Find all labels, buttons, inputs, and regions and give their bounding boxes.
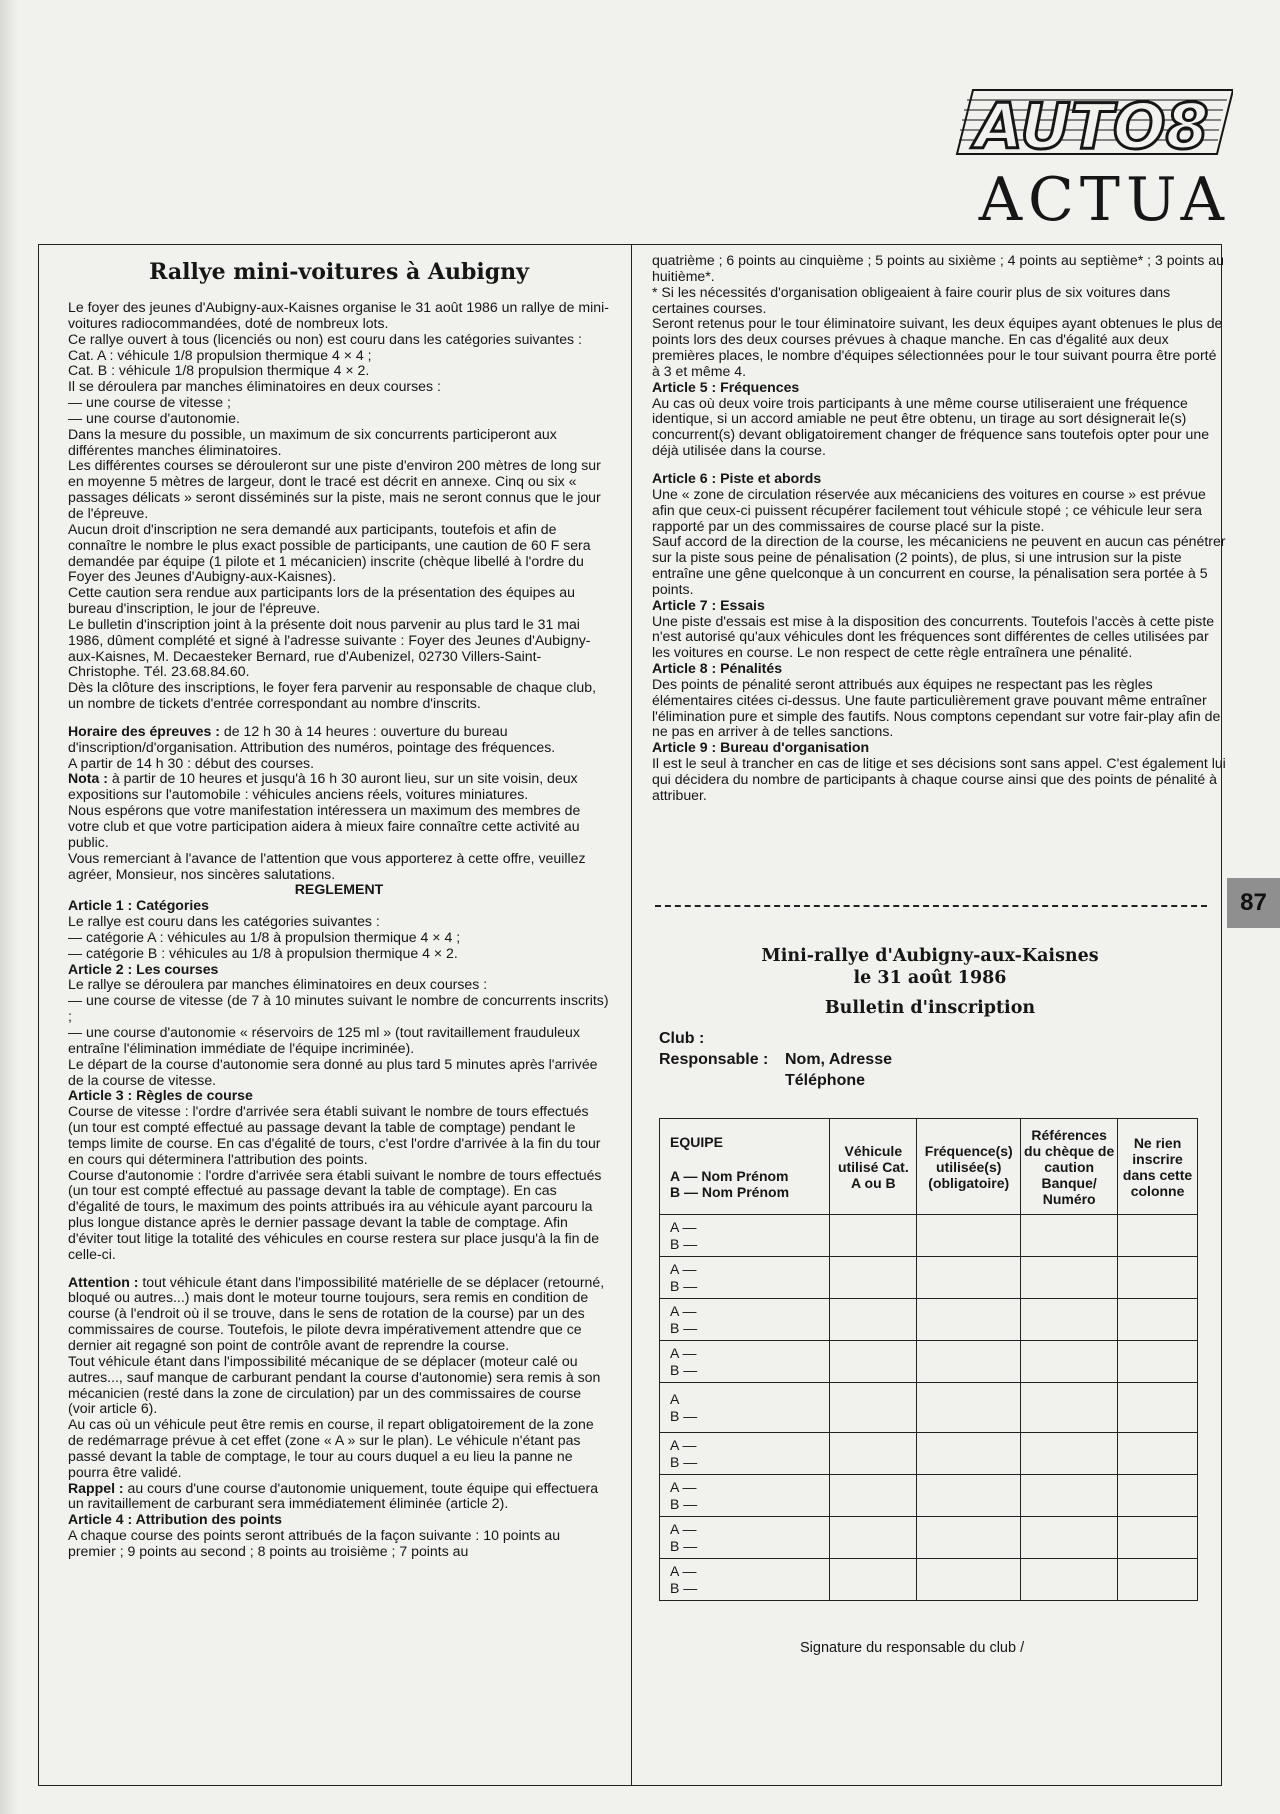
table-row — [660, 1341, 1198, 1383]
paragraph: Cat. B : véhicule 1/8 propulsion thermique 4 × 2. — [68, 362, 370, 379]
header-equipe — [660, 1119, 830, 1215]
header-equipe-b: B — Nom Prénom — [670, 1183, 790, 1200]
reserved-cell — [1118, 1257, 1198, 1299]
responsable-label: Responsable : — [659, 1051, 769, 1068]
paragraph: Tout véhicule étant dans l'impossibilité mécanique de se déplacer (moteur calé ou autres..., sauf manque de carburant pendant la course d'autonomie) sera remis à son mécanicien (resté dans la zone de circulation) par un des commissaires de course (voir article 6). — [68, 1352, 601, 1417]
paragraph: Aucun droit d'inscription ne sera demandé aux participants, toutefois et afin de connaître le nombre le plus exact possible de participants, une caution de 60 F sera demandée par équipe (1 pilote et 1 mécanicien) inscrite (chèque libellé à l'ordre du Foyer des Jeunes d'Aubigny-aux-Kaisnes). — [68, 520, 591, 585]
frequence-cell[interactable] — [917, 1475, 1021, 1517]
references-cell[interactable] — [1021, 1475, 1118, 1517]
pilot-b: B — — [670, 1319, 698, 1336]
club-label: Club : — [659, 1030, 705, 1047]
reserved-cell — [1118, 1341, 1198, 1383]
paragraph: Sauf accord de la direction de la course, les mécaniciens ne peuvent en aucun cas pénétrer sur la piste sous peine de pénalisation (2 points), de plus, si une intrusion sur la piste entraîne une gêne quelconque à un concurrent en course, la pénalisation sera portée à 5 points. — [652, 533, 1226, 597]
header-ne-rien: Ne rien inscrire dans cette colonne — [1118, 1119, 1198, 1215]
vehicule-cell[interactable] — [830, 1299, 917, 1341]
equipe-cell[interactable] — [660, 1299, 830, 1341]
pilot-b: B — — [670, 1537, 698, 1554]
paragraph: Ce rallye ouvert à tous (licenciés ou non) est couru dans les catégories suivantes : — [68, 330, 582, 347]
table-row — [660, 1475, 1198, 1517]
paragraph: Il est le seul à trancher en cas de litige et ses décisions sont sans appel. C'est également lui qui décidera du nombre de participants à chaque course ainsi que des points de pénalité à attribuer. — [652, 755, 1226, 803]
vehicule-cell[interactable] — [830, 1433, 917, 1475]
paragraph: — catégorie A : véhicules au 1/8 à propulsion thermique 4 × 4 ; — [68, 928, 461, 945]
pilot-a: A — — [670, 1436, 697, 1453]
frequence-cell[interactable] — [917, 1517, 1021, 1559]
paragraph: Cat. A : véhicule 1/8 propulsion thermique 4 × 4 ; — [68, 346, 372, 363]
pilot-a: A — — [670, 1520, 697, 1537]
horaire-label: Horaire des épreuves : — [68, 722, 220, 739]
reserved-cell — [1118, 1215, 1198, 1257]
references-cell[interactable] — [1021, 1383, 1118, 1433]
column-divider — [631, 244, 632, 1786]
pilot-a: A — — [670, 1478, 697, 1495]
paragraph: Au cas où un véhicule peut être remis en course, il repart obligatoirement de la zone de redémarrage prévue à cet effet (zone « A » sur le plan). Le véhicule n'étant pas passé devant la table de comptage, le tour au cours duquel a eu lieu la panne ne pourra être validé. — [68, 1416, 594, 1480]
table-row — [660, 1559, 1198, 1601]
logo-text: AUTO8 — [975, 90, 1209, 157]
paragraph: Vous remerciant à l'avance de l'attention que vous apporterez à cette offre, veuillez agréer, Monsieur, nos sincères salutations. — [68, 849, 586, 882]
article-7-heading: Article 7 : Essais — [652, 596, 765, 613]
inscription-table — [659, 1118, 1198, 1601]
responsable-value: Nom, Adresse — [785, 1051, 892, 1068]
frequence-cell[interactable] — [917, 1433, 1021, 1475]
paragraph: — une course d'autonomie. — [68, 409, 240, 426]
frequence-cell[interactable] — [917, 1257, 1021, 1299]
frequence-cell[interactable] — [917, 1215, 1021, 1257]
equipe-cell[interactable] — [660, 1559, 830, 1601]
attention-label: Attention : — [68, 1273, 139, 1290]
equipe-cell[interactable] — [660, 1475, 830, 1517]
equipe-cell[interactable] — [660, 1433, 830, 1475]
paragraph: Des points de pénalité seront attribués aux équipes ne respectant pas les règles élémentaires citées ci-dessus. Une faute particulièrement grave pouvant même entraîner l'élimination pure et simple des fautifs. Nous comptons cependant sur votre fair-play afin de ne pas en arriver à de telles sanctions. — [652, 675, 1221, 740]
pilot-a: A — [670, 1390, 680, 1407]
paragraph: Au cas où deux voire trois participants à une même course utiliseraient une fréquence identique, si un accord amiable ne peut être obtenu, un tirage au sort désignerait le(s) concurrent(s) devant obligatoirement changer de fréquence sans toutefois opter pour une déjà utilisée dans la course. — [652, 394, 1210, 459]
pilot-b: B — — [670, 1277, 698, 1294]
auto8-logo — [955, 82, 1233, 157]
paragraph: Le rallye est couru dans les catégories suivantes : — [68, 913, 380, 930]
pilot-a: A — — [670, 1344, 697, 1361]
table-row — [660, 1383, 1198, 1433]
pilot-b: B — — [670, 1407, 698, 1424]
paragraph: Les différentes courses se dérouleront sur une piste d'environ 200 mètres de long sur en moyenne 5 mètres de largeur, dont le tracé est décrit en annexe. Cinq ou six « passages délicats » seront disséminés sur la piste, mais ne seront connus que le jour de l'épreuve. — [68, 457, 601, 521]
vehicule-cell[interactable] — [830, 1517, 917, 1559]
paragraph: Le foyer des jeunes d'Aubigny-aux-Kaisnes organise le 31 août 1986 un rallye de mini-voitures radiocommandées, doté de nombreux lots. — [68, 299, 609, 331]
paragraph: Dans la mesure du possible, un maximum de six concurrents participeront aux différentes manches éliminatoires. — [68, 425, 557, 458]
references-cell[interactable] — [1021, 1517, 1118, 1559]
page-number-tab: 87 — [1227, 878, 1280, 928]
table-row — [660, 1517, 1198, 1559]
paragraph: Une piste d'essais est mise à la disposition des concurrents. Toutefois l'accès à cette piste n'est autorisé qu'aux véhicules dont les fréquences sont différentes de celles utilisées par les voitures en course. Le non respect de cette règle entraînera une pénalité. — [652, 612, 1215, 661]
pilot-b: B — — [670, 1361, 698, 1378]
article-5-heading: Article 5 : Fréquences — [652, 378, 800, 395]
paragraph: Course de vitesse : l'ordre d'arrivée sera établi suivant le nombre de tours effectués (un tour est compté effectué au passage devant la table de comptage) pendant le temps limite de course. En cas d'égalité de tours, c'est l'ordre d'arrivée à la fin du tour en cours qui déterminera l'attribution des points. — [68, 1103, 601, 1167]
frequence-cell[interactable] — [917, 1559, 1021, 1601]
table-header-row — [660, 1119, 1198, 1215]
reserved-cell — [1118, 1517, 1198, 1559]
paragraph: quatrième ; 6 points au cinquième ; 5 points au sixième ; 4 points au septième* ; 3 points au huitième*. — [652, 252, 1224, 284]
equipe-cell[interactable] — [660, 1257, 830, 1299]
vehicule-cell[interactable] — [830, 1475, 917, 1517]
article-2-heading: Article 2 : Les courses — [68, 960, 219, 977]
club-block — [659, 1028, 892, 1091]
pilot-b: B — — [670, 1235, 698, 1252]
pilot-a: A — — [670, 1218, 697, 1235]
vehicule-cell[interactable] — [830, 1341, 917, 1383]
nota-text: à partir de 10 heures et jusqu'à 16 h 30 auront lieu, sur un site voisin, deux expositions sur l'automobile : véhicules anciens réels, voitures miniatures. — [68, 770, 578, 803]
equipe-cell[interactable] — [660, 1215, 830, 1257]
page-gutter-shadow — [0, 0, 18, 1814]
paragraph-rappel — [68, 1481, 610, 1513]
article-6-heading: Article 6 : Piste et abords — [652, 469, 822, 486]
form-title: Mini-rallye d'Aubigny-aux-Kaisnes — [761, 946, 1099, 966]
equipe-cell[interactable] — [660, 1383, 830, 1433]
horaire-text: de 12 h 30 à 14 heures : ouverture du bureau d'inscription/d'organisation. Attribution des numéros, pointage des fréquences. — [68, 722, 556, 755]
pilot-b: B — — [670, 1453, 698, 1470]
rappel-label: Rappel : — [68, 1479, 124, 1496]
paragraph: Il se déroulera par manches éliminatoires en deux courses : — [68, 378, 441, 395]
reglement-heading: REGLEMENT — [294, 881, 384, 898]
vehicule-cell[interactable] — [830, 1215, 917, 1257]
paragraph: — une course d'autonomie « réservoirs de 125 ml » (tout ravitaillement frauduleux entraîne l'élimination immédiate de l'équipe incriminée). — [68, 1023, 580, 1056]
vehicule-cell[interactable] — [830, 1383, 917, 1433]
paragraph: — une course de vitesse ; — [68, 394, 231, 411]
header-references: Références du chèque de caution Banque/ Numéro — [1021, 1119, 1118, 1215]
reserved-cell — [1118, 1475, 1198, 1517]
cut-line — [655, 905, 1207, 907]
table-row — [660, 1299, 1198, 1341]
article-3-heading: Article 3 : Règles de course — [68, 1087, 253, 1104]
reserved-cell — [1118, 1299, 1198, 1341]
references-cell[interactable] — [1021, 1257, 1118, 1299]
reserved-cell — [1118, 1433, 1198, 1475]
pilot-b: B — — [670, 1579, 698, 1596]
paragraph: Le bulletin d'inscription joint à la présente doit nous parvenir au plus tard le 31 mai 1986, dûment complété et signé à l'adresse suivante : Foyer des Jeunes d'Aubigny-aux-Kaisnes, M. Decaesteker Bernard, rue d'Aubenizel, 02730 Villers-Saint-Christophe. Tél. 23.68.84.60. — [68, 615, 591, 680]
references-cell[interactable] — [1021, 1433, 1118, 1475]
article-8-heading: Article 8 : Pénalités — [652, 660, 783, 677]
vehicule-cell[interactable] — [830, 1559, 917, 1601]
left-column — [68, 258, 610, 1560]
nota-label: Nota : — [68, 770, 108, 787]
table-row — [660, 1257, 1198, 1299]
paragraph: Le rallye se déroulera par manches éliminatoires en deux courses : — [68, 976, 488, 993]
paragraph-nota — [68, 771, 610, 803]
paragraph-horaire — [68, 724, 610, 756]
frequence-cell[interactable] — [917, 1383, 1021, 1433]
paragraph: * Si les nécessités d'organisation obligeaient à faire courir plus de six voitures dans certaines courses. — [652, 283, 1171, 316]
header-vehicule: Véhicule utilisé Cat. A ou B — [830, 1119, 917, 1215]
equipe-cell[interactable] — [660, 1517, 830, 1559]
form-date: le 31 août 1986 — [853, 968, 1007, 988]
table-row — [660, 1433, 1198, 1475]
pilot-a: A — — [670, 1562, 697, 1579]
attention-text: tout véhicule étant dans l'impossibilité matérielle de se déplacer (retourné, bloqué ou autres...) mais dont le moteur tourne toujours, sera remis en condition de course (à l'endroit où il se trouve, dans le sens de rotation de la course) par un des commissaires de course. Toutefois, le pilote devra impérativement attendre que ce dernier ait regagné son point de contrôle avant de reprendre la course. — [68, 1273, 605, 1353]
pilot-a: A — — [670, 1302, 697, 1319]
paragraph: Cette caution sera rendue aux participants lors de la présentation des équipes au bureau d'inscription, le jour de l'épreuve. — [68, 584, 575, 617]
references-cell[interactable] — [1021, 1341, 1118, 1383]
section-title: ACTUA — [978, 165, 1230, 235]
vehicule-cell[interactable] — [830, 1257, 917, 1299]
table-row — [660, 1215, 1198, 1257]
paragraph-attention — [68, 1275, 610, 1354]
equipe-cell[interactable] — [660, 1341, 830, 1383]
header-frequence: Fréquence(s) utilisée(s) (obligatoire) — [917, 1119, 1021, 1215]
article-9-heading: Article 9 : Bureau d'organisation — [652, 739, 870, 756]
paragraph: A chaque course des points seront attribués de la façon suivante : 10 points au premier ; 9 points au second ; 8 points au troisième ; 7 points au — [68, 1527, 561, 1559]
right-column — [652, 253, 1226, 804]
paragraph: — une course de vitesse (de 7 à 10 minutes suivant le nombre de concurrents inscrits) ; — [68, 992, 609, 1025]
header-equipe-a: A — Nom Prénom — [670, 1167, 789, 1184]
paragraph: — catégorie B : véhicules au 1/8 à propulsion thermique 4 × 2. — [68, 944, 458, 961]
signature-line: Signature du responsable du club / — [800, 1640, 1025, 1656]
reserved-cell — [1118, 1383, 1198, 1433]
paragraph: Une « zone de circulation réservée aux mécaniciens des voitures en course » est prévue afin que ceux-ci puissent récupérer facilement tout véhicule stopé ; ce véhicule leur sera rapporté par un des commissaires de course placé sur la piste. — [652, 485, 1206, 534]
references-cell[interactable] — [1021, 1559, 1118, 1601]
form-subtitle: Bulletin d'inscription — [824, 998, 1036, 1018]
frequence-cell[interactable] — [917, 1341, 1021, 1383]
pilot-b: B — — [670, 1495, 698, 1512]
paragraph: Nous espérons que votre manifestation intéressera un maximum des membres de votre club et que votre participation aidera à mieux faire connaître cette activité au public. — [68, 802, 581, 850]
telephone-label: Téléphone — [785, 1072, 866, 1089]
paragraph: Dès la clôture des inscriptions, le foyer fera parvenir au responsable de chaque club, un nombre de tickets d'entrée correspondant au nombre d'inscrits. — [68, 679, 597, 712]
paragraph: Course d'autonomie : l'ordre d'arrivée sera établi suivant le nombre de tours effectués (un tour est compté effectué au passage devant la table de comptage). En cas d'égalité de tours, le maximum des points attribués ira au véhicule ayant parcouru la plus longue distance après le dernier passage devant la table de comptage. Afin d'éviter tout litige la totalité des véhicules en course restera sur place jusqu'à la fin de celle-ci. — [68, 1166, 602, 1262]
references-cell[interactable] — [1021, 1299, 1118, 1341]
references-cell[interactable] — [1021, 1215, 1118, 1257]
reserved-cell — [1118, 1559, 1198, 1601]
rappel-text: au cours d'une course d'autonomie uniquement, toute équipe qui effectuera un ravitaillement de carburant sera immédiatement éliminée (article 2). — [68, 1479, 599, 1512]
article-1-heading: Article 1 : Catégories — [68, 897, 209, 914]
paragraph: A partir de 14 h 30 : début des courses. — [68, 754, 315, 771]
pilot-a: A — — [670, 1260, 697, 1277]
paragraph: Seront retenus pour le tour éliminatoire suivant, les deux équipes ayant obtenues le plus de points lors des deux courses prévues à chaque manche. En cas d'égalité aux deux premières places, le nombre d'équipes sélectionnées pour le tour suivant pourra être porté à 3 et même 4. — [652, 315, 1223, 379]
article-4-heading: Article 4 : Attribution des points — [68, 1511, 283, 1528]
article-title: Rallye mini-voitures à Aubigny — [149, 259, 529, 285]
paragraph: Le départ de la course d'autonomie sera donné au plus tard 5 minutes après l'arrivée de la course de vitesse. — [68, 1055, 598, 1088]
frequence-cell[interactable] — [917, 1299, 1021, 1341]
header-equipe-label: EQUIPE — [670, 1133, 723, 1150]
